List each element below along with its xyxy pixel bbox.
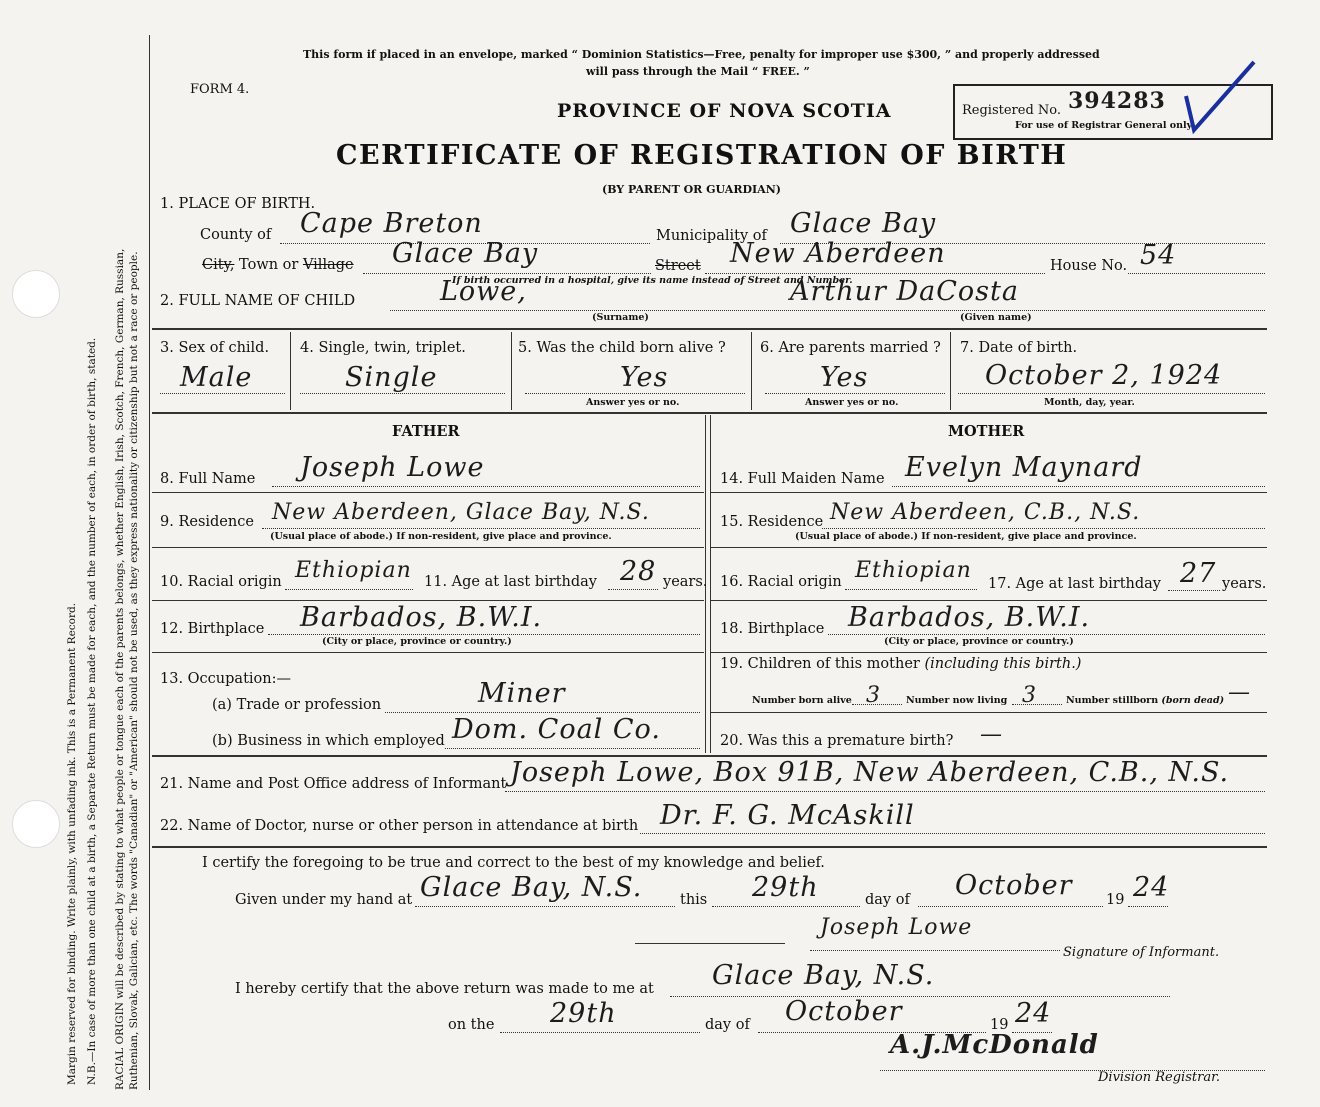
occupation-label: 13. Occupation:—: [160, 671, 291, 687]
registered-label: Registered No.: [962, 103, 1062, 118]
mother-residence-line: [822, 528, 1265, 529]
given-place: Glace Bay, N.S.: [420, 872, 643, 903]
trade-line: [385, 712, 700, 713]
father-residence-note: (Usual place of abode.) If non-resident, give place and province.: [270, 531, 612, 542]
day-of-label: day of: [865, 892, 910, 908]
business-label: (b) Business in which employed: [212, 733, 445, 749]
mother-residence-note: (Usual place of abode.) If non-resident, give place and province.: [795, 531, 1137, 542]
stillborn-label-note: (born dead): [1161, 695, 1225, 706]
born-alive-value: 3: [866, 683, 881, 708]
postal-notice-1: This form if placed in an envelope, marked “ Dominion Statistics—Free, penalty for improper use $300, ” and properly addressed: [303, 48, 1100, 61]
alive-label: 5. Was the child born alive ?: [518, 340, 726, 356]
given-month: October: [955, 870, 1073, 901]
margin-note-4: Ruthenian, Slovak, Galician, etc. The words "Canadian" or "American" should not be used, as they express nationality or citizenship but not a race or people.: [128, 251, 140, 1090]
child-name-line: [390, 310, 1265, 311]
registered-number: 394283: [1068, 88, 1166, 114]
margin-note-2: N.B.—In case of more than one child at a birth, a Separate Return must be made for each, and the number of each, in order of birth, stated.: [86, 337, 98, 1085]
married-note: Answer yes or no.: [805, 397, 899, 408]
divider-4: [152, 846, 1267, 848]
child-name-label: 2. FULL NAME OF CHILD: [160, 293, 356, 309]
dob-label: 7. Date of birth.: [960, 340, 1078, 356]
father-birthplace-line: [268, 634, 700, 635]
check-mark-icon: [1180, 58, 1260, 138]
mother-row-sep-5: [711, 712, 1267, 713]
parent-col-divider-2: [710, 415, 711, 753]
mother-name-line: [892, 486, 1265, 487]
municipality-value: Glace Bay: [790, 208, 937, 239]
children-label-text: 19. Children of this mother: [720, 656, 920, 672]
informant-sig-rule: [635, 943, 785, 944]
given-month-line: [918, 906, 1103, 907]
born-alive-label: Number born alive: [752, 695, 852, 706]
binding-margin-line: [149, 35, 150, 1090]
province-title: PROVINCE OF NOVA SCOTIA: [557, 100, 892, 122]
business-value: Dom. Coal Co.: [452, 714, 661, 745]
father-residence-value: New Aberdeen, Glace Bay, N.S.: [272, 500, 650, 525]
margin-note-1: Margin reserved for binding. Write plainly, with unfading ink. This is a Permanent Record.: [66, 602, 78, 1085]
father-birthplace-note: (City or place, province or country.): [322, 636, 512, 647]
trade-value: Miner: [478, 678, 566, 709]
informant-value: Joseph Lowe, Box 91B, New Aberdeen, C.B., N.S.: [510, 757, 1230, 788]
mother-row-sep-2: [711, 547, 1267, 548]
dob-value: October 2, 1924: [985, 360, 1223, 391]
margin-note-3: RACIAL ORIGIN will be described by stating to what people or tongue each of the parents belongs, whether English, Irish, Scotch, French, German, Russian,: [114, 248, 126, 1090]
town-word: Town or: [239, 257, 299, 273]
punch-hole-top: [12, 270, 60, 318]
registrar-place-line: [670, 996, 1170, 997]
father-age-value: 28: [620, 556, 657, 587]
col-divider-a: [290, 332, 291, 410]
mother-birthplace-label: 18. Birthplace: [720, 621, 825, 637]
given-place-line: [415, 906, 675, 907]
registrar-day-line: [500, 1032, 700, 1033]
municipality-label: Municipality of: [656, 228, 767, 244]
informant-sig-caption: Signature of Informant.: [1063, 945, 1220, 960]
house-line: [1128, 273, 1265, 274]
mother-age-line: [1168, 590, 1220, 591]
given-year: 24: [1133, 872, 1170, 903]
father-name-value: Joseph Lowe: [300, 452, 485, 483]
street-label: Street: [655, 258, 701, 274]
sex-label: 3. Sex of child.: [160, 340, 270, 356]
postal-notice-2: will pass through the Mail “ FREE. ”: [586, 65, 810, 78]
city-label: [202, 257, 354, 273]
sex-line: [160, 393, 285, 394]
house-value: 54: [1140, 240, 1177, 271]
children-label-note: (including this birth.): [924, 656, 1082, 672]
alive-line: [525, 393, 745, 394]
registrar-day-of-label: day of: [705, 1017, 750, 1033]
mother-name-label: 14. Full Maiden Name: [720, 471, 885, 487]
certify-statement: I certify the foregoing to be true and correct to the best of my knowledge and belief.: [202, 855, 825, 871]
father-birthplace-value: Barbados, B.W.I.: [300, 602, 543, 633]
street-line: [705, 273, 1045, 274]
children-label: [720, 656, 1081, 672]
father-age-line: [608, 589, 658, 590]
now-living-label: Number now living: [906, 695, 1008, 706]
mother-age-value: 27: [1180, 558, 1217, 589]
mother-residence-value: New Aberdeen, C.B., N.S.: [830, 500, 1141, 525]
registrar-year-prefix: 19: [990, 1017, 1009, 1033]
dob-line: [958, 393, 1265, 394]
mother-age-label: 17. Age at last birthday: [988, 576, 1161, 592]
page-subtitle: (BY PARENT OR GUARDIAN): [602, 183, 781, 196]
mother-racial-value: Ethiopian: [855, 558, 972, 583]
alive-value: Yes: [620, 362, 669, 393]
mother-racial-line: [845, 589, 977, 590]
alive-note: Answer yes or no.: [586, 397, 680, 408]
father-racial-value: Ethiopian: [295, 558, 412, 583]
father-birthplace-label: 12. Birthplace: [160, 621, 265, 637]
father-years: years.: [663, 574, 708, 590]
doctor-label: 22. Name of Doctor, nurse or other person in attendance at birth: [160, 818, 639, 834]
child-surname: Lowe,: [440, 276, 527, 307]
father-row-sep-3: [152, 600, 704, 601]
doctor-value: Dr. F. G. McAskill: [660, 800, 915, 831]
punch-hole-bottom: [12, 800, 60, 848]
informant-line: [505, 791, 1265, 792]
married-value: Yes: [820, 362, 869, 393]
mother-birthplace-value: Barbados, B.W.I.: [848, 602, 1091, 633]
city-line: [363, 273, 651, 274]
premature-value: —: [980, 722, 1003, 747]
now-living-line: [1012, 704, 1062, 705]
trade-label: (a) Trade or profession: [212, 697, 382, 713]
father-name-line: [272, 486, 700, 487]
registrar-place: Glace Bay, N.S.: [712, 960, 935, 991]
father-residence-label: 9. Residence: [160, 514, 254, 530]
stillborn-value: —: [1228, 680, 1251, 705]
registrar-year: 24: [1015, 998, 1052, 1029]
registrar-day: 29th: [550, 998, 617, 1029]
registrar-statement: I hereby certify that the above return was made to me at: [235, 981, 654, 997]
hospital-note: If birth occurred in a hospital, give its name instead of Street and Number.: [452, 275, 853, 286]
dob-note: Month, day, year.: [1044, 397, 1135, 408]
registrar-caption: Division Registrar.: [1098, 1070, 1220, 1085]
given-name-caption: (Given name): [960, 312, 1032, 323]
father-residence-line: [262, 528, 700, 529]
divider-1: [152, 328, 1267, 330]
born-alive-line: [852, 704, 902, 705]
father-racial-line: [285, 589, 413, 590]
sex-value: Male: [180, 362, 253, 393]
father-row-sep-1: [152, 492, 704, 493]
mother-racial-label: 16. Racial origin: [720, 574, 842, 590]
plurality-label: 4. Single, twin, triplet.: [300, 340, 466, 356]
street-value: New Aberdeen: [730, 238, 946, 269]
mother-heading: MOTHER: [948, 423, 1025, 440]
now-living-value: 3: [1022, 683, 1037, 708]
mother-row-sep-3: [711, 600, 1267, 601]
father-age-label: 11. Age at last birthday: [424, 574, 597, 590]
stillborn-label: [1066, 695, 1224, 706]
page-title: CERTIFICATE OF REGISTRATION OF BIRTH: [336, 140, 1068, 171]
house-label: House No.: [1050, 258, 1128, 274]
plurality-value: Single: [345, 362, 438, 393]
col-divider-c: [751, 332, 752, 410]
premature-label: 20. Was this a premature birth?: [720, 733, 954, 749]
mother-birthplace-line: [828, 634, 1265, 635]
village-word: Village: [302, 257, 354, 273]
divider-2: [152, 412, 1267, 414]
informant-signature: Joseph Lowe: [820, 915, 973, 940]
mother-row-sep-4: [711, 652, 1267, 653]
given-day-line: [712, 906, 860, 907]
city-word: City,: [202, 257, 235, 273]
father-heading: FATHER: [392, 423, 460, 440]
given-year-prefix: 19: [1106, 892, 1125, 908]
form-number: FORM 4.: [190, 82, 250, 97]
given-year-line: [1128, 906, 1168, 907]
county-value: Cape Breton: [300, 208, 483, 239]
father-row-sep-4: [152, 652, 704, 653]
place-of-birth-label: 1. PLACE OF BIRTH.: [160, 196, 316, 212]
business-line: [445, 748, 700, 749]
child-given-name: Arthur DaCosta: [790, 276, 1019, 307]
given-label: Given under my hand at: [235, 892, 413, 908]
married-label: 6. Are parents married ?: [760, 340, 941, 356]
mother-residence-label: 15. Residence: [720, 514, 824, 530]
county-label: County of: [200, 227, 272, 243]
col-divider-b: [511, 332, 512, 410]
given-day: 29th: [752, 872, 819, 903]
stillborn-label-text: Number stillborn: [1066, 695, 1159, 706]
informant-sig-line: [810, 950, 1060, 951]
col-divider-d: [950, 332, 951, 410]
father-row-sep-2: [152, 547, 704, 548]
doctor-line: [640, 833, 1265, 834]
registrar-month: October: [785, 996, 903, 1027]
on-the-label: on the: [448, 1017, 495, 1033]
registrar-note: For use of Registrar General only: [1015, 120, 1193, 131]
mother-name-value: Evelyn Maynard: [905, 452, 1143, 483]
city-value: Glace Bay: [392, 238, 539, 269]
this-label: this: [680, 892, 708, 908]
mother-birthplace-note: (City or place, province or country.): [884, 636, 1074, 647]
father-name-label: 8. Full Name: [160, 471, 256, 487]
registrar-signature: A.J.McDonald: [890, 1030, 1099, 1060]
informant-label: 21. Name and Post Office address of Informant: [160, 776, 507, 792]
mother-row-sep-1: [711, 492, 1267, 493]
married-line: [765, 393, 945, 394]
surname-caption: (Surname): [592, 312, 649, 323]
mother-years: years.: [1222, 576, 1267, 592]
father-racial-label: 10. Racial origin: [160, 574, 282, 590]
plurality-line: [300, 393, 505, 394]
